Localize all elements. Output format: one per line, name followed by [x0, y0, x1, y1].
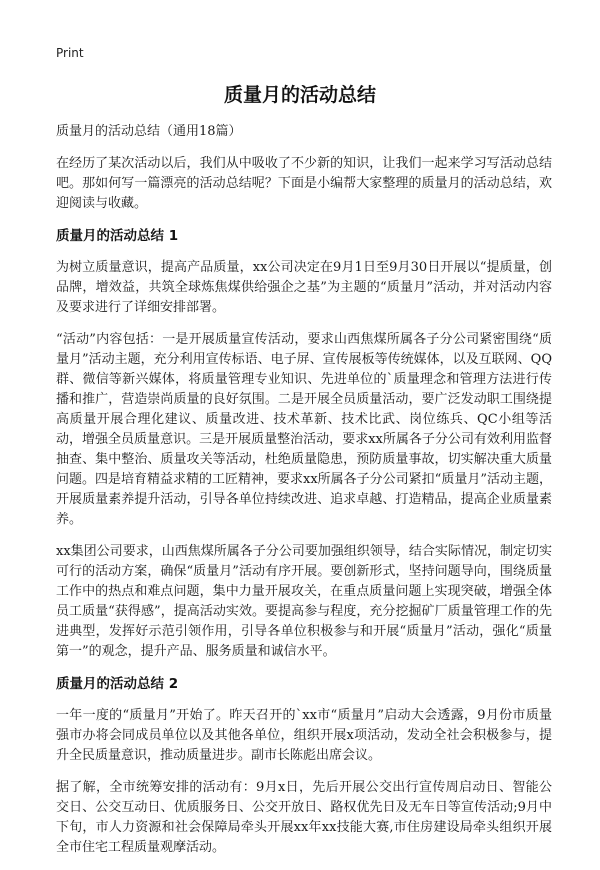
section-1-heading: 质量月的活动总结 1 [56, 228, 179, 244]
section-2-heading: 质量月的活动总结 2 [56, 676, 179, 692]
document-subtitle: 质量月的活动总结（通用18篇） [56, 124, 242, 139]
print-label: Print [56, 46, 84, 60]
section-1-paragraph-1: 为树立质量意识，提高产品质量，xx公司决定在9月1日至9月30日开展以“提质量，创品牌，增效益，共筑全球炼焦煤供给强企之基”为主题的“质量月”活动，并对活动内容及要求进行了详细安排部署。 [56, 260, 552, 315]
intro-paragraph: 在经历了某次活动以后，我们从中吸收了不少新的知识，让我们一起来学习写活动总结吧。那如何写一篇漂亮的活动总结呢？下面是小编帮大家整理的质量月的活动总结，欢迎阅读与收藏。 [56, 156, 552, 211]
section-2-paragraph-1: 一年一度的“质量月”开始了。昨天召开的`xx市“质量月”启动大会透露，9月份市质量强市办将会同成员单位以及其他各单位，组织开展x项活动，发动全社会积极参与，提升全民质量意识，推动质量进步。副市长陈彪出席会议。 [56, 708, 552, 763]
section-2-paragraph-2: 据了解，全市统筹安排的活动有：9月x日，先后开展公交出行宣传周启动日、智能公交日、公交互动日、优质服务日、公交开放日、路权优先日及无车日等宣传活动;9月中下旬，市人力资源和社会保障局牵头开展xx年xx技能大赛,市住房建设局牵头组织开展全市住宅工程质量观摩活动。 [56, 780, 552, 855]
section-1-paragraph-2: “活动”内容包括：一是开展质量宣传活动，要求山西焦煤所属各子分公司紧密围绕“质量月”活动主题，充分利用宣传标语、电子屏、宣传展板等传统媒体，以及互联网、QQ群、微信等新兴媒体，将质量管理专业知识、先进单位的`质量理念和管理方法进行传播和推广，营造崇尚质量的良好氛围。二是开展全员质量活动，要广泛发动职工围绕提高质量开展合理化建议、质量改进、技术革新、技术比武、岗位练兵、QC小组等活动，增强全员质量意识。三是开展质量整治活动，要求xx所属各子分公司有效利用监督抽查、集中整治、质量攻关等活动，杜绝质量隐患，预防质量事故，切实解决重大质量问题。四是培育精益求精的工匠精神，要求xx所属各子分公司紧扣“质量月”活动主题，开展质量素养提升活动，引导各单位持续改进、追求卓越、打造精品，提高企业质量素养。 [56, 332, 552, 527]
document-title: 质量月的活动总结 [223, 84, 376, 106]
section-1-paragraph-3: xx集团公司要求，山西焦煤所属各子分公司要加强组织领导，结合实际情况，制定切实可行的活动方案，确保“质量月”活动有序开展。要创新形式，坚持问题导向，围绕质量工作中的热点和难点问题，集中力量开展攻关，在重点质量问题上实现突破，增强全体员工质量“获得感”，提高活动实效。要提高参与程度，充分挖掘矿厂质量管理工作的先进典型，发挥好示范引领作用，引导各单位积极参与和开展“质量月”活动，强化“质量第一”的观念，提升产品、服务质量和诚信水平。 [56, 544, 552, 659]
document-body [56, 122, 552, 870]
